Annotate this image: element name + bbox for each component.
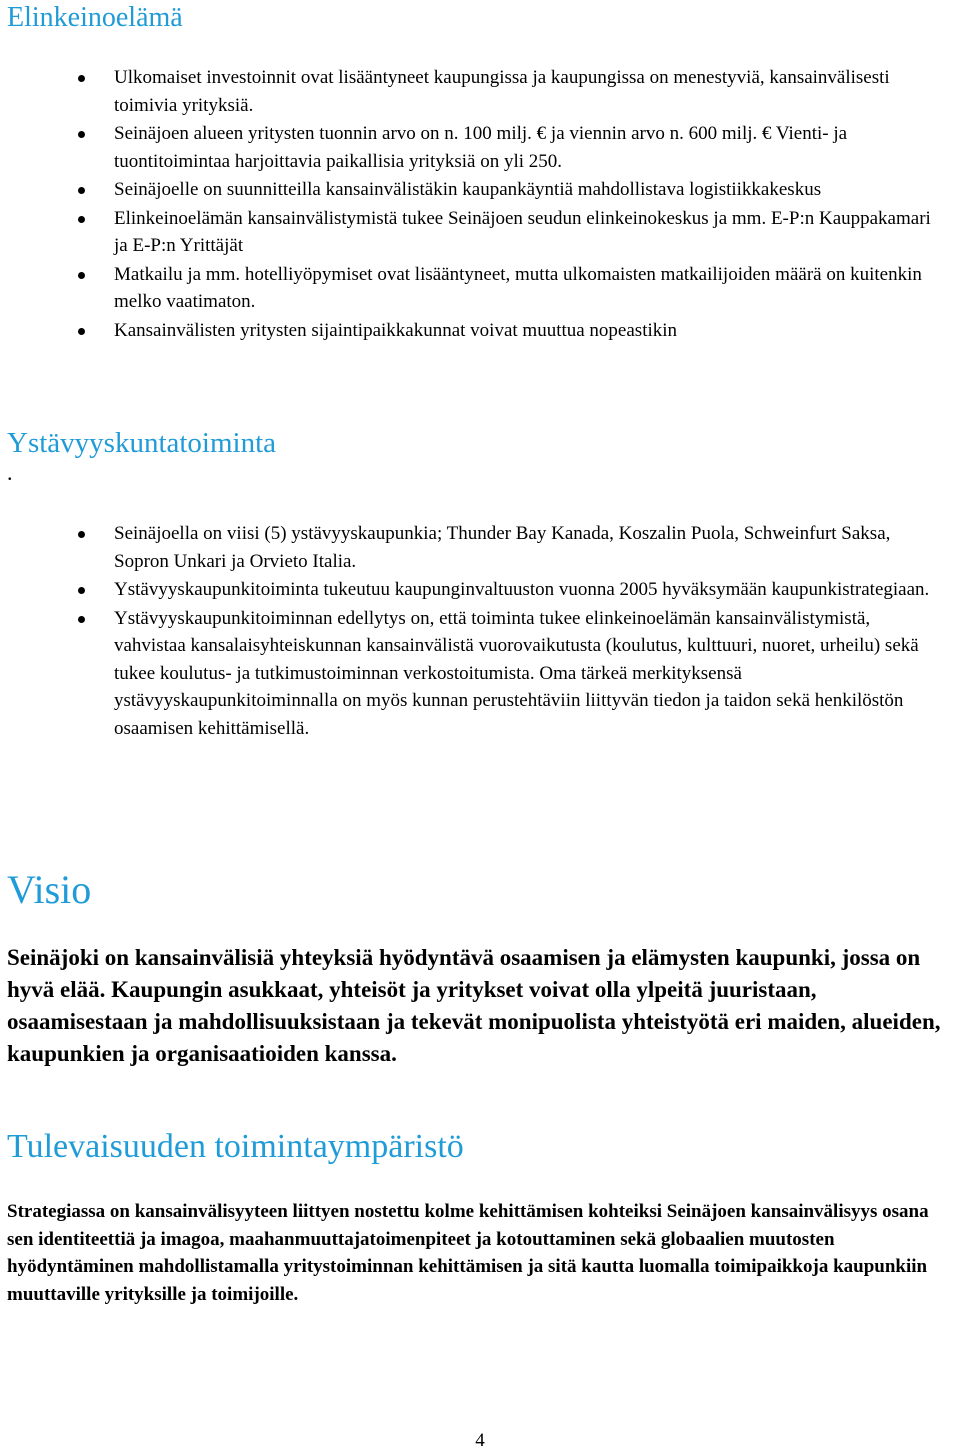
list-item-text: Ystävyyskaupunkitoiminta tukeutuu kaupunginvaltuuston vuonna 2005 hyväksymään kaupunkistrategiaan. — [114, 579, 930, 600]
list-item-text: Kansainvälisten yritysten sijaintipaikkakunnat voivat muuttua nopeastikin — [114, 319, 678, 341]
bullet-icon — [78, 587, 85, 594]
list-item-text: Ulkomaiset investoinnit ovat lisääntyneet kaupungissa ja kaupungissa on menestyviä, kansainvälisesti toimivia yrityksiä. — [114, 67, 890, 116]
bullet-icon — [78, 328, 85, 335]
list-elinkeinoelama — [0, 64, 950, 345]
heading-ystavyyskuntatoiminta: Ystävyyskuntatoiminta — [7, 427, 277, 459]
list-item-text: Seinäjoelle on suunnitteilla kansainvälistäkin kaupankäyntiä mahdollistava logistiikkakeskus — [114, 179, 822, 200]
heading-elinkeinoelama: Elinkeinoelämä — [7, 2, 183, 33]
visio-paragraph: Seinäjoki on kansainvälisiä yhteyksiä hyödyntävä osaamisen ja elämysten kaupunki, jossa on hyvä elää. Kaupungin asukkaat, yhteisöt ja yritykset voivat olla ylpeitä juuristaan, osaamisestaan ja mahdollisuuksistaan ja tekevät monipuolista yhteistyötä eri maiden, alueiden, kaupunkien ja organisaatioiden kanssa. — [7, 945, 941, 1066]
list-item-text: Seinäjoen alueen yritysten tuonnin arvo on n. 100 milj. € ja viennin arvo n. 600 milj. € Vienti- ja tuontitoimintaa harjoittavia paikallisia yrityksiä on yli 250. — [114, 123, 848, 172]
list-item — [0, 64, 950, 119]
list-item — [0, 520, 950, 575]
bullet-icon — [78, 131, 85, 138]
list-item — [0, 317, 950, 345]
list-ystavyys — [0, 520, 950, 743]
bullet-icon — [78, 216, 85, 223]
list-item — [0, 176, 950, 204]
bullet-icon — [78, 272, 85, 279]
list-item — [0, 120, 950, 175]
bullet-icon — [78, 531, 85, 538]
page-number: 4 — [475, 1430, 485, 1451]
stray-dot: . — [7, 460, 13, 485]
list-item-text: Elinkeinoelämän kansainvälistymistä tukee Seinäjoen seudun elinkeinokeskus ja mm. E-P:n Kauppakamari ja E-P:n Yrittäjät — [114, 207, 931, 256]
list-item-text: Ystävyyskaupunkitoiminnan edellytys on, että toiminta tukee elinkeinoelämän kansainvälistymistä, vahvistaa kansalaisyhteiskunnan kansainvälistä vuorovaikutusta (koulutus, kulttuuri, nuoret, urheilu) sekä tukee koulutus- ja tutkimustoiminnan verkostoitumista. Oma tärkeä merkityksensä ystävyyskaupunkitoiminnalla on myös kunnan perustehtäviin liittyvän tiedon ja taidon sekä henkilöstön osaamisen kehittämisellä. — [114, 607, 919, 739]
heading-visio: Visio — [7, 867, 92, 912]
list-item-text: Matkailu ja mm. hotelliyöpymiset ovat lisääntyneet, mutta ulkomaisten matkailijoiden määrä on kuitenkin melko vaatimaton. — [114, 263, 922, 312]
bullet-icon — [78, 616, 85, 623]
list-item-text: Seinäjoella on viisi (5) ystävyyskaupunkia; Thunder Bay Kanada, Koszalin Puola, Schweinfurt Saksa, Sopron Unkari ja Orvieto Italia. — [114, 523, 891, 572]
bullet-icon — [78, 75, 85, 82]
bullet-icon — [78, 187, 85, 194]
list-item — [0, 576, 950, 604]
heading-tulevaisuuden-toimintaymparisto: Tulevaisuuden toimintaympäristö — [7, 1128, 464, 1165]
list-item — [0, 261, 950, 316]
tulevaisuus-paragraph: Strategiassa on kansainvälisyyteen liittyen nostettu kolme kehittämisen kohteiksi Seinäjoen kansainvälisyys osana sen identiteettiä ja imagoa, maahanmuuttajatoimenpiteet ja kotouttaminen sekä globaalien muutosten hyödyntäminen mahdollistamalla yritystoiminnan kehittämisen ja sitä kautta luomalla toimipaikkoja kaupunkiin muuttaville yrityksille ja toimijoille. — [7, 1201, 929, 1305]
list-item — [0, 605, 950, 743]
list-item — [0, 205, 950, 260]
